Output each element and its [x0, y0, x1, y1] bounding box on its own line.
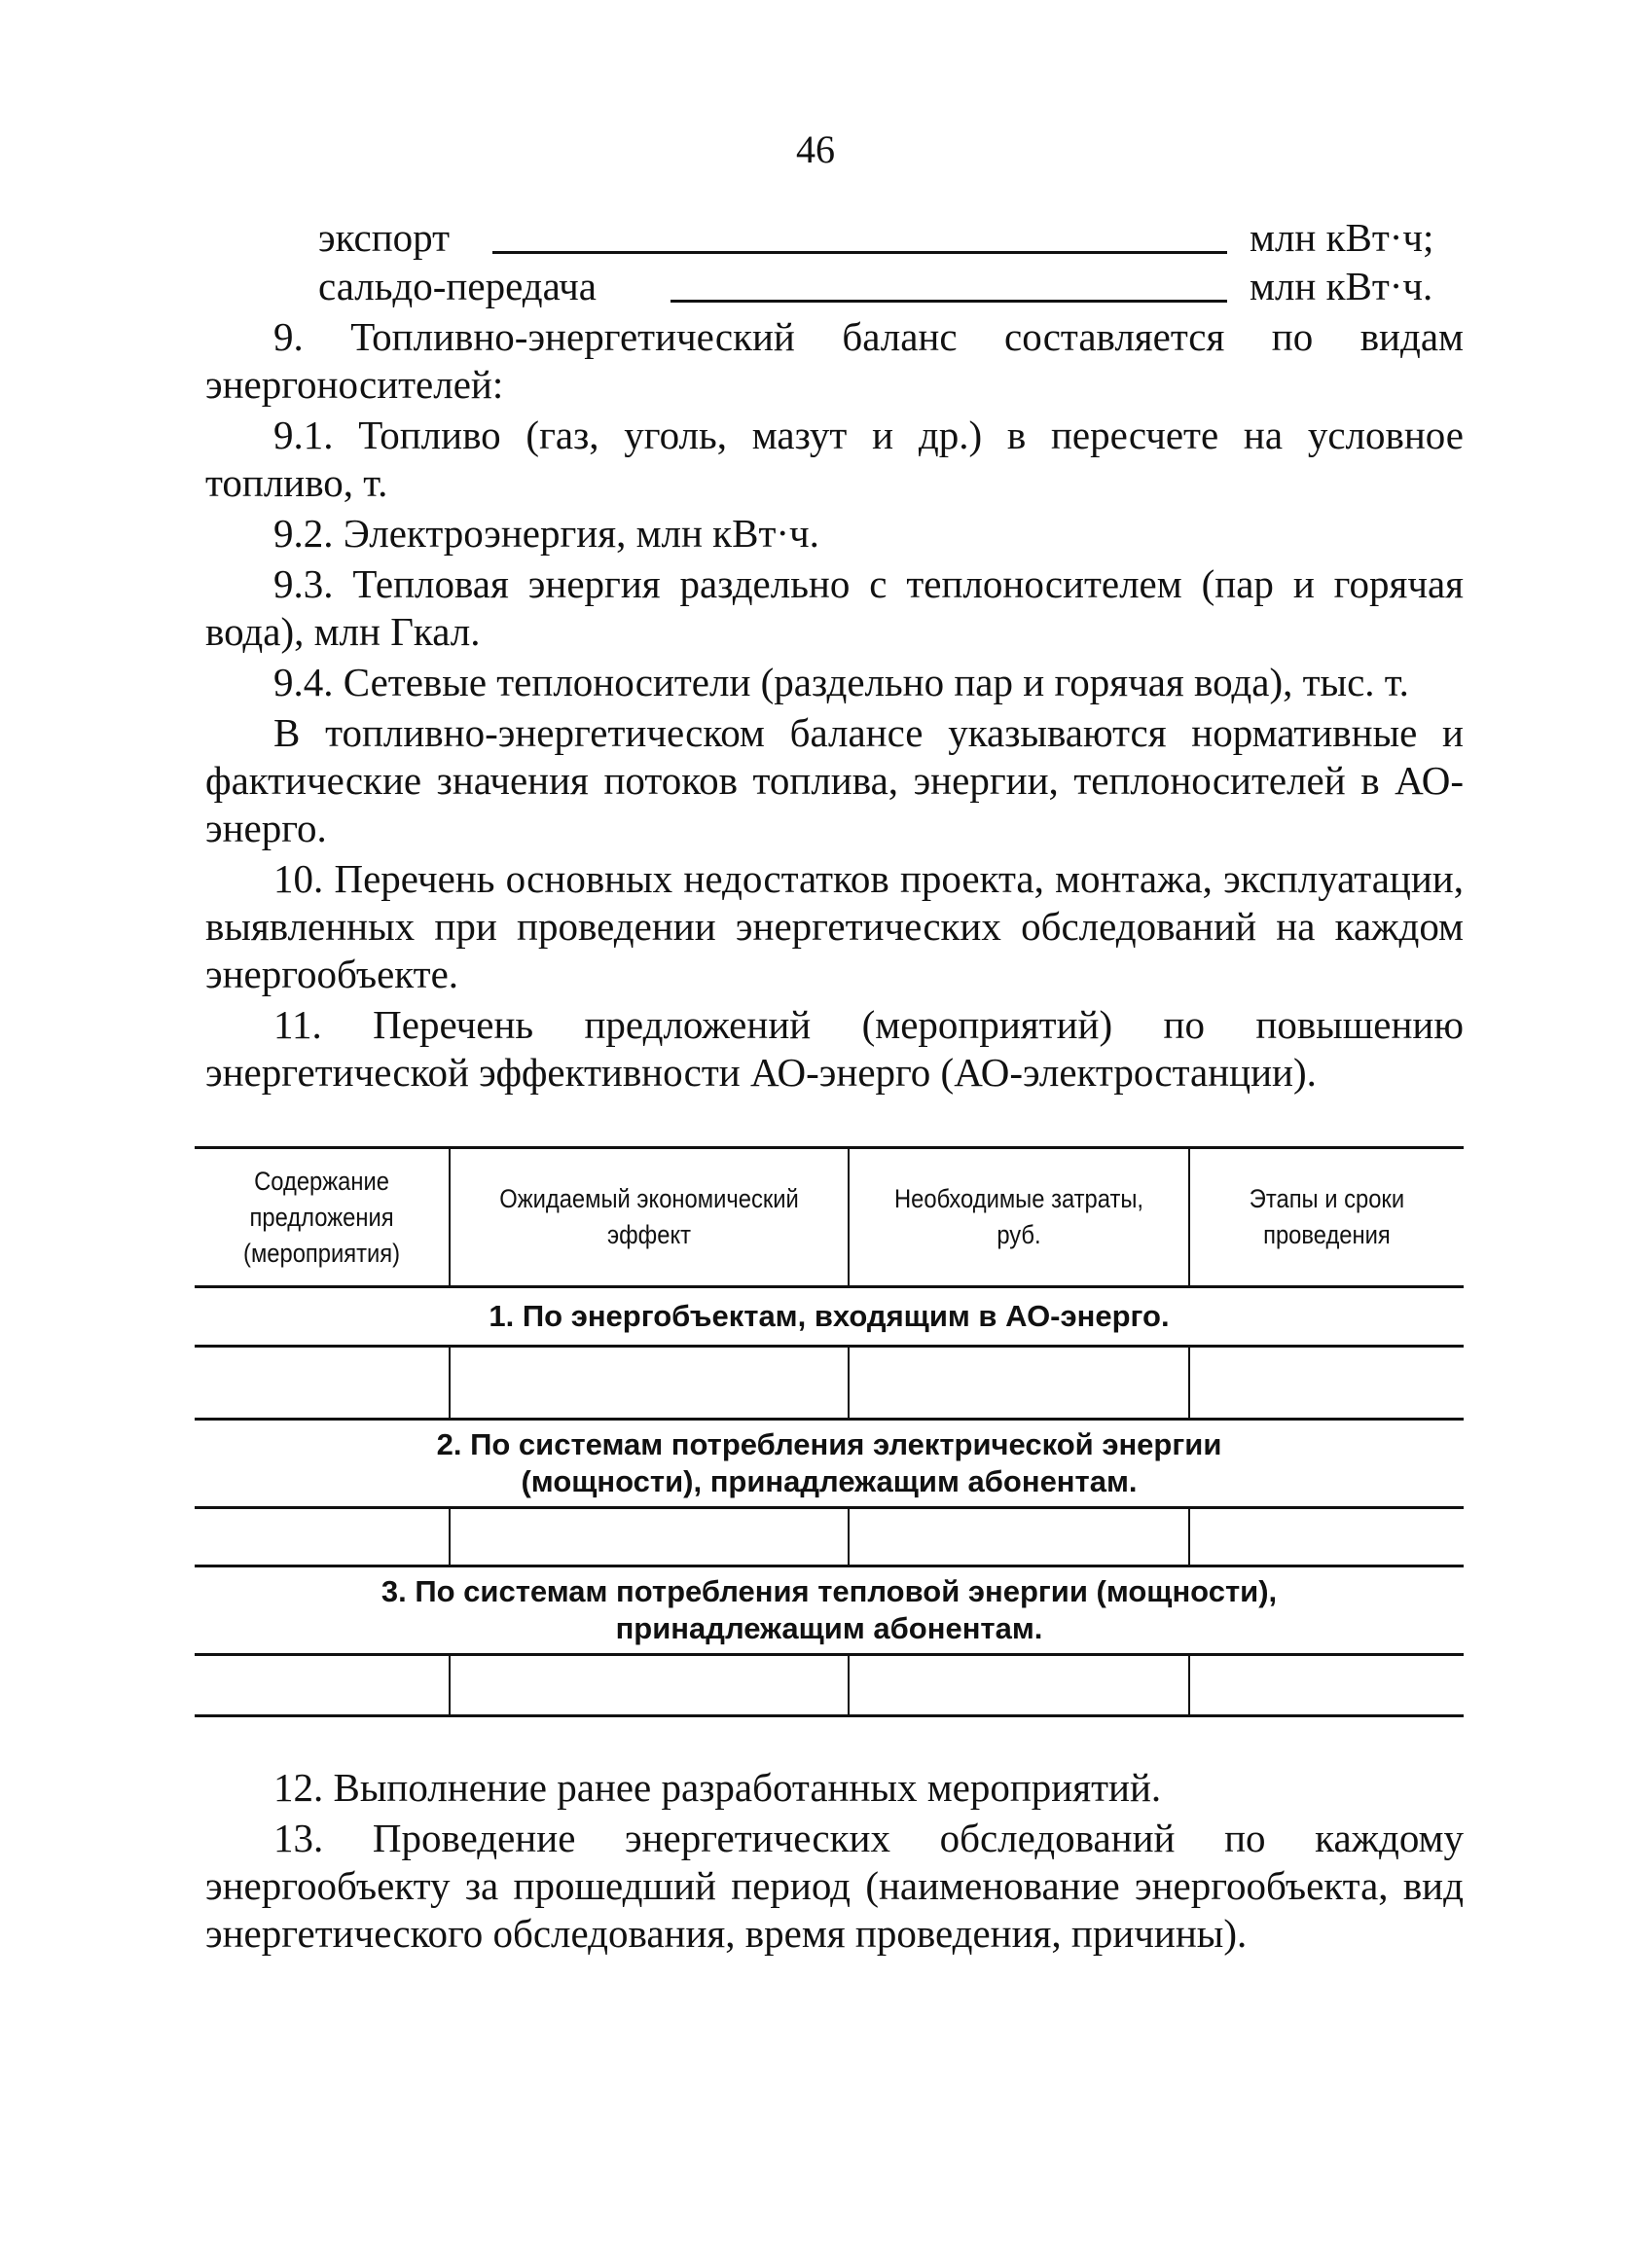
paragraph-12: 12. Выполнение ранее разработанных мероприятий. [273, 1765, 1162, 1810]
fill-line-label: экспорт [318, 215, 451, 260]
fill-line-unit: млн кВт·ч. [1250, 264, 1433, 308]
table-cell [1189, 1347, 1464, 1420]
section-2-title: 2. По системам потребления электрической энергии (мощности), принадлежащим абонентам. [195, 1420, 1464, 1508]
table-cell [195, 1508, 450, 1566]
column-header-content: Содержание предложения (мероприятия) [210, 1148, 435, 1287]
blank-underline [671, 300, 1227, 303]
table-cell [849, 1655, 1189, 1716]
section-3-title: 3. По системам потребления тепловой энергии (мощности), принадлежащим абонентам. [195, 1566, 1464, 1655]
page-number: 46 [796, 127, 835, 171]
table-cell [849, 1347, 1189, 1420]
fill-line-unit: млн кВт·ч; [1250, 215, 1434, 260]
table-section-row [195, 1420, 1464, 1508]
body-text-top [205, 313, 1464, 1099]
proposals-table [195, 1146, 1464, 1717]
paragraph-9-1: 9.1. Топливо (газ, уголь, мазут и др.) в пересчете на условное топливо, т. [205, 413, 1464, 505]
paragraph-9: 9. Топливно-энергетический баланс составляется по видам энергоносителей: [205, 314, 1464, 407]
table-cell [849, 1508, 1189, 1566]
column-header-stages: Этапы и сроки проведения [1206, 1148, 1447, 1287]
paragraph-balance-note: В топливно-энергетическом балансе указываются нормативные и фактические значения потоков топлива, энергии, теплоносителей в АО-энерго. [205, 710, 1464, 850]
fill-line-export [318, 214, 1434, 261]
paragraph-13: 13. Проведение энергетических обследований по каждому энергообъекту за прошедший период (наименование энергообъекта, вид энергетического обследования, время проведения, причины). [205, 1816, 1464, 1956]
table-row [195, 1508, 1464, 1566]
paragraph-11: 11. Перечень предложений (мероприятий) по повышению энергетической эффективности АО-энерго (АО-электростанции). [205, 1002, 1464, 1095]
fill-line-saldo [318, 263, 1433, 309]
table-cell [450, 1508, 849, 1566]
table-row [195, 1347, 1464, 1420]
table-header-row [195, 1148, 1464, 1287]
table-row [195, 1655, 1464, 1716]
paragraph-10: 10. Перечень основных недостатков проекта, монтажа, эксплуатации, выявленных при проведении энергетических обследований на каждом энергообъекте. [205, 856, 1464, 996]
paragraph-9-4: 9.4. Сетевые теплоносители (раздельно пар и горячая вода), тыс. т. [273, 660, 1409, 704]
paragraph-9-2: 9.2. Электроэнергия, млн кВт·ч. [273, 511, 819, 556]
table-cell [195, 1655, 450, 1716]
fill-line-label: сальдо-передача [318, 264, 597, 308]
blank-underline [492, 251, 1227, 254]
column-header-effect: Ожидаемый экономический эффект [474, 1148, 825, 1287]
table-cell [1189, 1508, 1464, 1566]
table-section-row [195, 1566, 1464, 1655]
table-section-row [195, 1287, 1464, 1347]
paragraph-9-3: 9.3. Тепловая энергия раздельно с теплоносителем (пар и горячая вода), млн Гкал. [205, 561, 1464, 654]
table-cell [450, 1655, 849, 1716]
table-cell [1189, 1655, 1464, 1716]
table-cell [450, 1347, 849, 1420]
body-text-bottom [205, 1764, 1464, 1961]
column-header-costs: Необходимые затраты, руб. [869, 1148, 1169, 1287]
table-cell [195, 1347, 450, 1420]
section-1-title: 1. По энергобъектам, входящим в АО-энерго. [195, 1287, 1464, 1347]
